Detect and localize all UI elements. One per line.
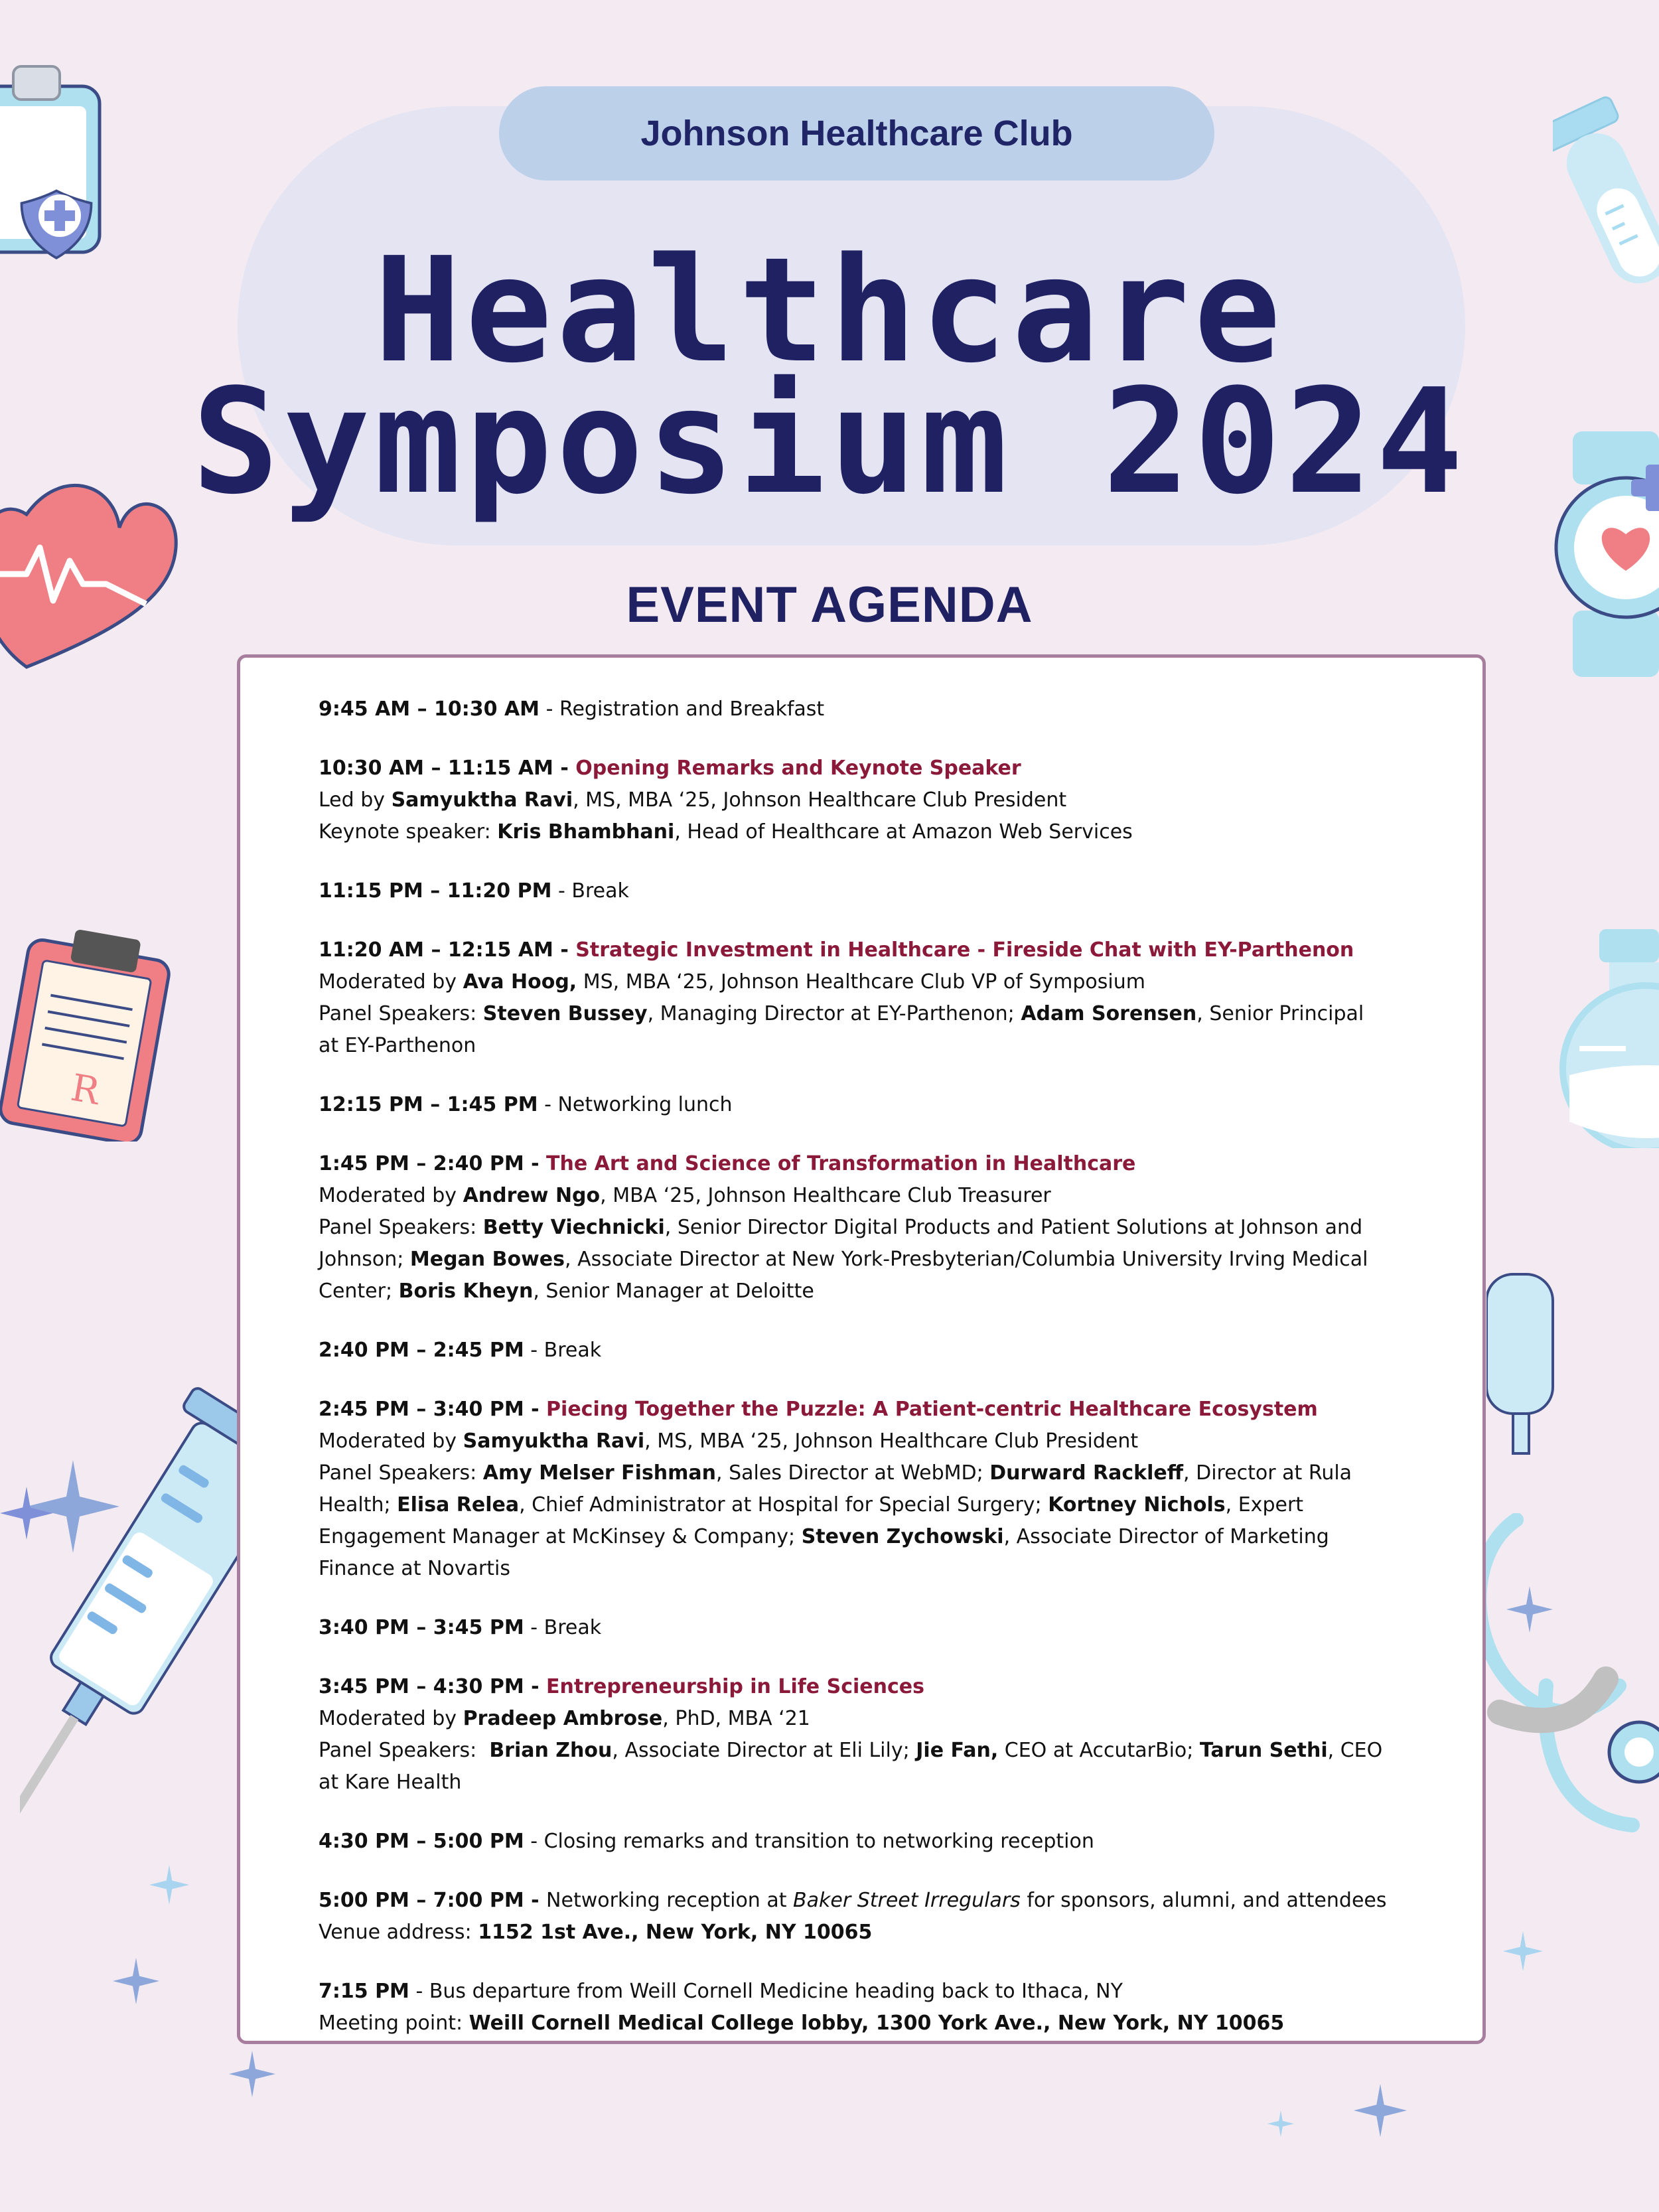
agenda-time: 12:15 PM – 1:45 PM (319, 1093, 538, 1116)
session-title: The Art and Science of Transformation in Healthcare (546, 1152, 1136, 1175)
speaker-name: Jie Fan, (916, 1739, 999, 1762)
session-title: Piecing Together the Puzzle: A Patient-centric Healthcare Ecosystem (546, 1398, 1318, 1421)
speaker-name: Adam Sorensen (1021, 1002, 1197, 1025)
speaker-name: Ava Hoog, (463, 970, 577, 994)
agenda-time: 3:45 PM – 4:30 PM (319, 1675, 524, 1698)
speaker-name: Betty Viechnicki (482, 1216, 665, 1239)
agenda-item: 11:20 AM – 12:15 AM - Strategic Investment in Healthcare - Fireside Chat with EY-Parthenon Moderated by Ava Hoog, MS, MBA ‘25, Johnson Healthcare Club VP of Symposium Panel Speakers: Steven Bussey, Managing Director at EY-Parthenon; Adam Sorensen, Senior Principal at EY-Parthenon (319, 938, 1364, 1057)
agenda-description: Registration and Breakfast (559, 698, 825, 721)
sparkle-icon (149, 1865, 189, 1905)
speaker-name: Steven Zychowski (801, 1525, 1004, 1548)
agenda-time: 1:45 PM – 2:40 PM (319, 1152, 524, 1175)
agenda-heading: EVENT AGENDA (626, 577, 1033, 633)
agenda-item: 10:30 AM – 11:15 AM - Opening Remarks and Keynote Speaker Led by Samyuktha Ravi, MS, MBA ‘25, Johnson Healthcare Club President Keynote speaker: Kris Bhambhani, Head of Healthcare at Amazon Web Services (319, 757, 1133, 844)
agenda-item: 9:45 AM – 10:30 AM - Registration and Breakfast (319, 698, 825, 721)
agenda-time: 7:15 PM (319, 1980, 409, 2003)
iv-bag-icon (1486, 1261, 1573, 1480)
agenda-item: 7:15 PM - Bus departure from Weill Cornell Medicine heading back to Ithaca, NY Meeting point: Weill Cornell Medical College lobby, 1300 York Ave., New York, NY 10065 (319, 1980, 1285, 2035)
agenda-time: 11:20 AM – 12:15 AM (319, 938, 553, 962)
sparkle-icon (113, 1958, 159, 2004)
agenda-time: 2:45 PM – 3:40 PM (319, 1398, 524, 1421)
sparkle-icon (229, 2051, 275, 2097)
agenda-time: 10:30 AM – 11:15 AM (319, 757, 553, 780)
speaker-name: Andrew Ngo (463, 1184, 601, 1207)
speaker-name: Megan Bowes (409, 1248, 565, 1271)
agenda-time: 4:30 PM – 5:00 PM (319, 1830, 524, 1853)
speaker-name: Tarun Sethi (1199, 1739, 1328, 1762)
agenda-item: 3:45 PM – 4:30 PM - Entrepreneurship in Life Sciences Moderated by Pradeep Ambrose, PhD, MBA ‘21 Panel Speakers: Brian Zhou, Associate Director at Eli Lily; Jie Fan, CEO at AccutarBio; Tarun Sethi, CEO at Kare Health (319, 1675, 1383, 1794)
agenda-item: 4:30 PM – 5:00 PM - Closing remarks and transition to networking reception (319, 1830, 1094, 1853)
agenda-item: 11:15 PM – 11:20 PM - Break (319, 879, 629, 903)
speaker-name: Samyuktha Ravi (391, 788, 573, 812)
agenda-item: 5:00 PM – 7:00 PM - Networking reception at Baker Street Irregulars for sponsors, alumni, and attendees Venue address: 1152 1st Ave., New York, NY 10065 (319, 1889, 1387, 1944)
agenda-time: 5:00 PM – 7:00 PM (319, 1889, 524, 1912)
sparkle-icon (1354, 2084, 1407, 2137)
speaker-name: Pradeep Ambrose (463, 1707, 663, 1730)
agenda-item: 3:40 PM – 3:45 PM - Break (319, 1616, 602, 1639)
agenda-list (319, 694, 1387, 2067)
agenda-item: 12:15 PM – 1:45 PM - Networking lunch (319, 1093, 733, 1116)
club-name: Johnson Healthcare Club (640, 113, 1073, 153)
svg-text:R: R (68, 1066, 103, 1114)
agenda-description: Networking lunch (557, 1093, 733, 1116)
speaker-name: Samyuktha Ravi (463, 1430, 645, 1453)
agenda-description: Break (571, 879, 629, 903)
agenda-description: Closing remarks and transition to networking reception (543, 1830, 1094, 1853)
agenda-description: Bus departure from Weill Cornell Medicine heading back to Ithaca, NY (429, 1980, 1123, 2003)
agenda-item: 2:45 PM – 3:40 PM - Piecing Together the Puzzle: A Patient-centric Healthcare Ecosystem Moderated by Samyuktha Ravi, MS, MBA ‘25, Johnson Healthcare Club President Panel Speakers: Amy Melser Fishman, Sales Director at WebMD; Durward Rackleff, Director at Rula Health; Elisa Relea, Chief Administrator at Hospital for Special Surgery; Kortney Nichols, Expert Engagement Manager at McKinsey & Company; Steven Zychowski, Associate Director of Marketing Finance at Novartis (319, 1398, 1352, 1580)
club-name-badge (499, 86, 1214, 181)
meeting-point: Weill Cornell Medical College lobby, 1300 York Ave., New York, NY 10065 (469, 2012, 1285, 2035)
agenda-time: 9:45 AM – 10:30 AM (319, 698, 540, 721)
venue-name: Baker Street Irregulars (793, 1889, 1021, 1912)
sparkle-icon (0, 1487, 53, 1540)
agenda-time: 11:15 PM – 11:20 PM (319, 879, 552, 903)
speaker-name: Brian Zhou (489, 1739, 613, 1762)
page-title-line2: Symposium 2024 (192, 358, 1467, 526)
session-title: Strategic Investment in Healthcare - Fireside Chat with EY-Parthenon (575, 938, 1354, 962)
page-title-line1: Healthcare (374, 227, 1285, 395)
agenda-item: 1:45 PM – 2:40 PM - The Art and Science of Transformation in Healthcare Moderated by Andrew Ngo, MBA ‘25, Johnson Healthcare Club Treasurer Panel Speakers: Betty Viechnicki, Senior Director Digital Products and Patient Solutions at Johnson and Johnson; Megan Bowes, Associate Director at New York-Presbyterian/Columbia University Irving Medical Center; Boris Kheyn, Senior Manager at Deloitte (319, 1152, 1368, 1303)
agenda-description: Break (543, 1616, 602, 1639)
session-title: Opening Remarks and Keynote Speaker (575, 757, 1021, 780)
speaker-name: Amy Melser Fishman (482, 1461, 717, 1485)
flask-icon (1546, 929, 1659, 1148)
sparkle-icon (1506, 1586, 1553, 1633)
agenda-time: 3:40 PM – 3:45 PM (319, 1616, 524, 1639)
sparkle-icon (1267, 2110, 1294, 2137)
prescription-clipboard-icon (0, 922, 173, 1142)
agenda-item: 2:40 PM – 2:45 PM - Break (319, 1339, 602, 1362)
speaker-name: Kris Bhambhani (497, 820, 675, 844)
speaker-name: Kortney Nichols (1048, 1493, 1226, 1516)
venue-address: 1152 1st Ave., New York, NY 10065 (478, 1921, 873, 1944)
speaker-name: Elisa Relea (397, 1493, 520, 1516)
agenda-description: Break (543, 1339, 602, 1362)
speaker-name: Boris Kheyn (398, 1280, 534, 1303)
sparkle-icon (1503, 1931, 1543, 1971)
session-title: Entrepreneurship in Life Sciences (546, 1675, 924, 1698)
speaker-name: Steven Bussey (482, 1002, 648, 1025)
agenda-time: 2:40 PM – 2:45 PM (319, 1339, 524, 1362)
speaker-name: Durward Rackleff (989, 1461, 1184, 1485)
